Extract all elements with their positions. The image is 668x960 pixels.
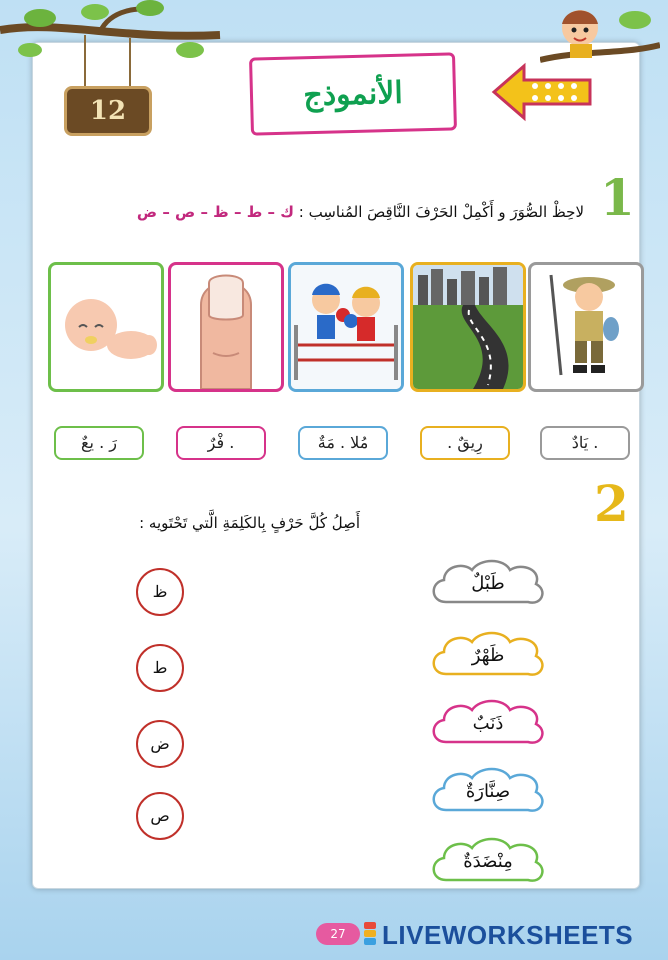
title-frame (249, 52, 457, 135)
live-logo-icon (364, 922, 378, 952)
letter-circle-2[interactable]: ط (136, 644, 184, 692)
boy-fisherman-icon (531, 265, 641, 389)
road-city-icon (413, 265, 523, 389)
letter-circle-1[interactable]: ظ (136, 568, 184, 616)
word-cloud-5[interactable] (428, 836, 548, 888)
cloud-word: طَبْلٌ (471, 573, 505, 594)
footer-page-number: 27 (316, 923, 360, 945)
cloud-word: ذَنَبٌ (472, 713, 504, 734)
word-cloud-3[interactable] (428, 698, 548, 750)
picture-baby (48, 262, 164, 392)
liveworksheets-logo[interactable]: LIVEWORKSHEETS (382, 920, 634, 950)
picture-boxing (288, 262, 404, 392)
picture-road (410, 262, 526, 392)
boxing-kids-icon (291, 265, 401, 389)
word-cloud-4[interactable] (428, 766, 548, 818)
word-cloud-2[interactable] (428, 630, 548, 682)
page-title: الأنموذج (302, 75, 404, 113)
worksheet-page (32, 42, 640, 889)
picture-fisherman-boy (528, 262, 644, 392)
word-box-3[interactable]: مُلا . مَةٌ (298, 426, 388, 460)
section-2-number: 2 (594, 474, 629, 533)
letter-circle-4[interactable]: ص (136, 792, 184, 840)
word-box-5[interactable]: رَ . يعٌ (54, 426, 144, 460)
letter-choices: ك – ط – ظ – ص – ض (136, 203, 294, 221)
instruction-text: لاحِظْ الصُّوَرَ و أَكْمِلْ الحَرْفَ النَّاقِصَ المُناسِب : (298, 203, 584, 221)
baby-icon (51, 265, 161, 389)
section-1-number: 1 (600, 168, 635, 227)
section-1-instruction (137, 203, 584, 221)
cloud-word: ظَهْرٌ (471, 645, 505, 666)
cloud-word: صِنَّارَةٌ (465, 781, 511, 802)
page-number-sign: 12 (64, 86, 152, 136)
letter-circle-3[interactable]: ض (136, 720, 184, 768)
fingernail-icon (171, 265, 281, 389)
word-cloud-1[interactable] (428, 558, 548, 610)
cloud-word: مِنْضَدَةٌ (463, 851, 513, 872)
word-box-1[interactable]: . يَادٌ (540, 426, 630, 460)
word-box-2[interactable]: رِيقٌ . (420, 426, 510, 460)
section-2-instruction: أَصِلُ كُلَّ حَرْفٍ بِالكَلِمَةِ الَّتي تَحْتَويه : (139, 514, 360, 532)
tree-branch-icon (0, 0, 230, 90)
picture-fingernail (168, 262, 284, 392)
word-box-4[interactable]: . فْرٌ (176, 426, 266, 460)
boy-character-icon (540, 0, 660, 80)
